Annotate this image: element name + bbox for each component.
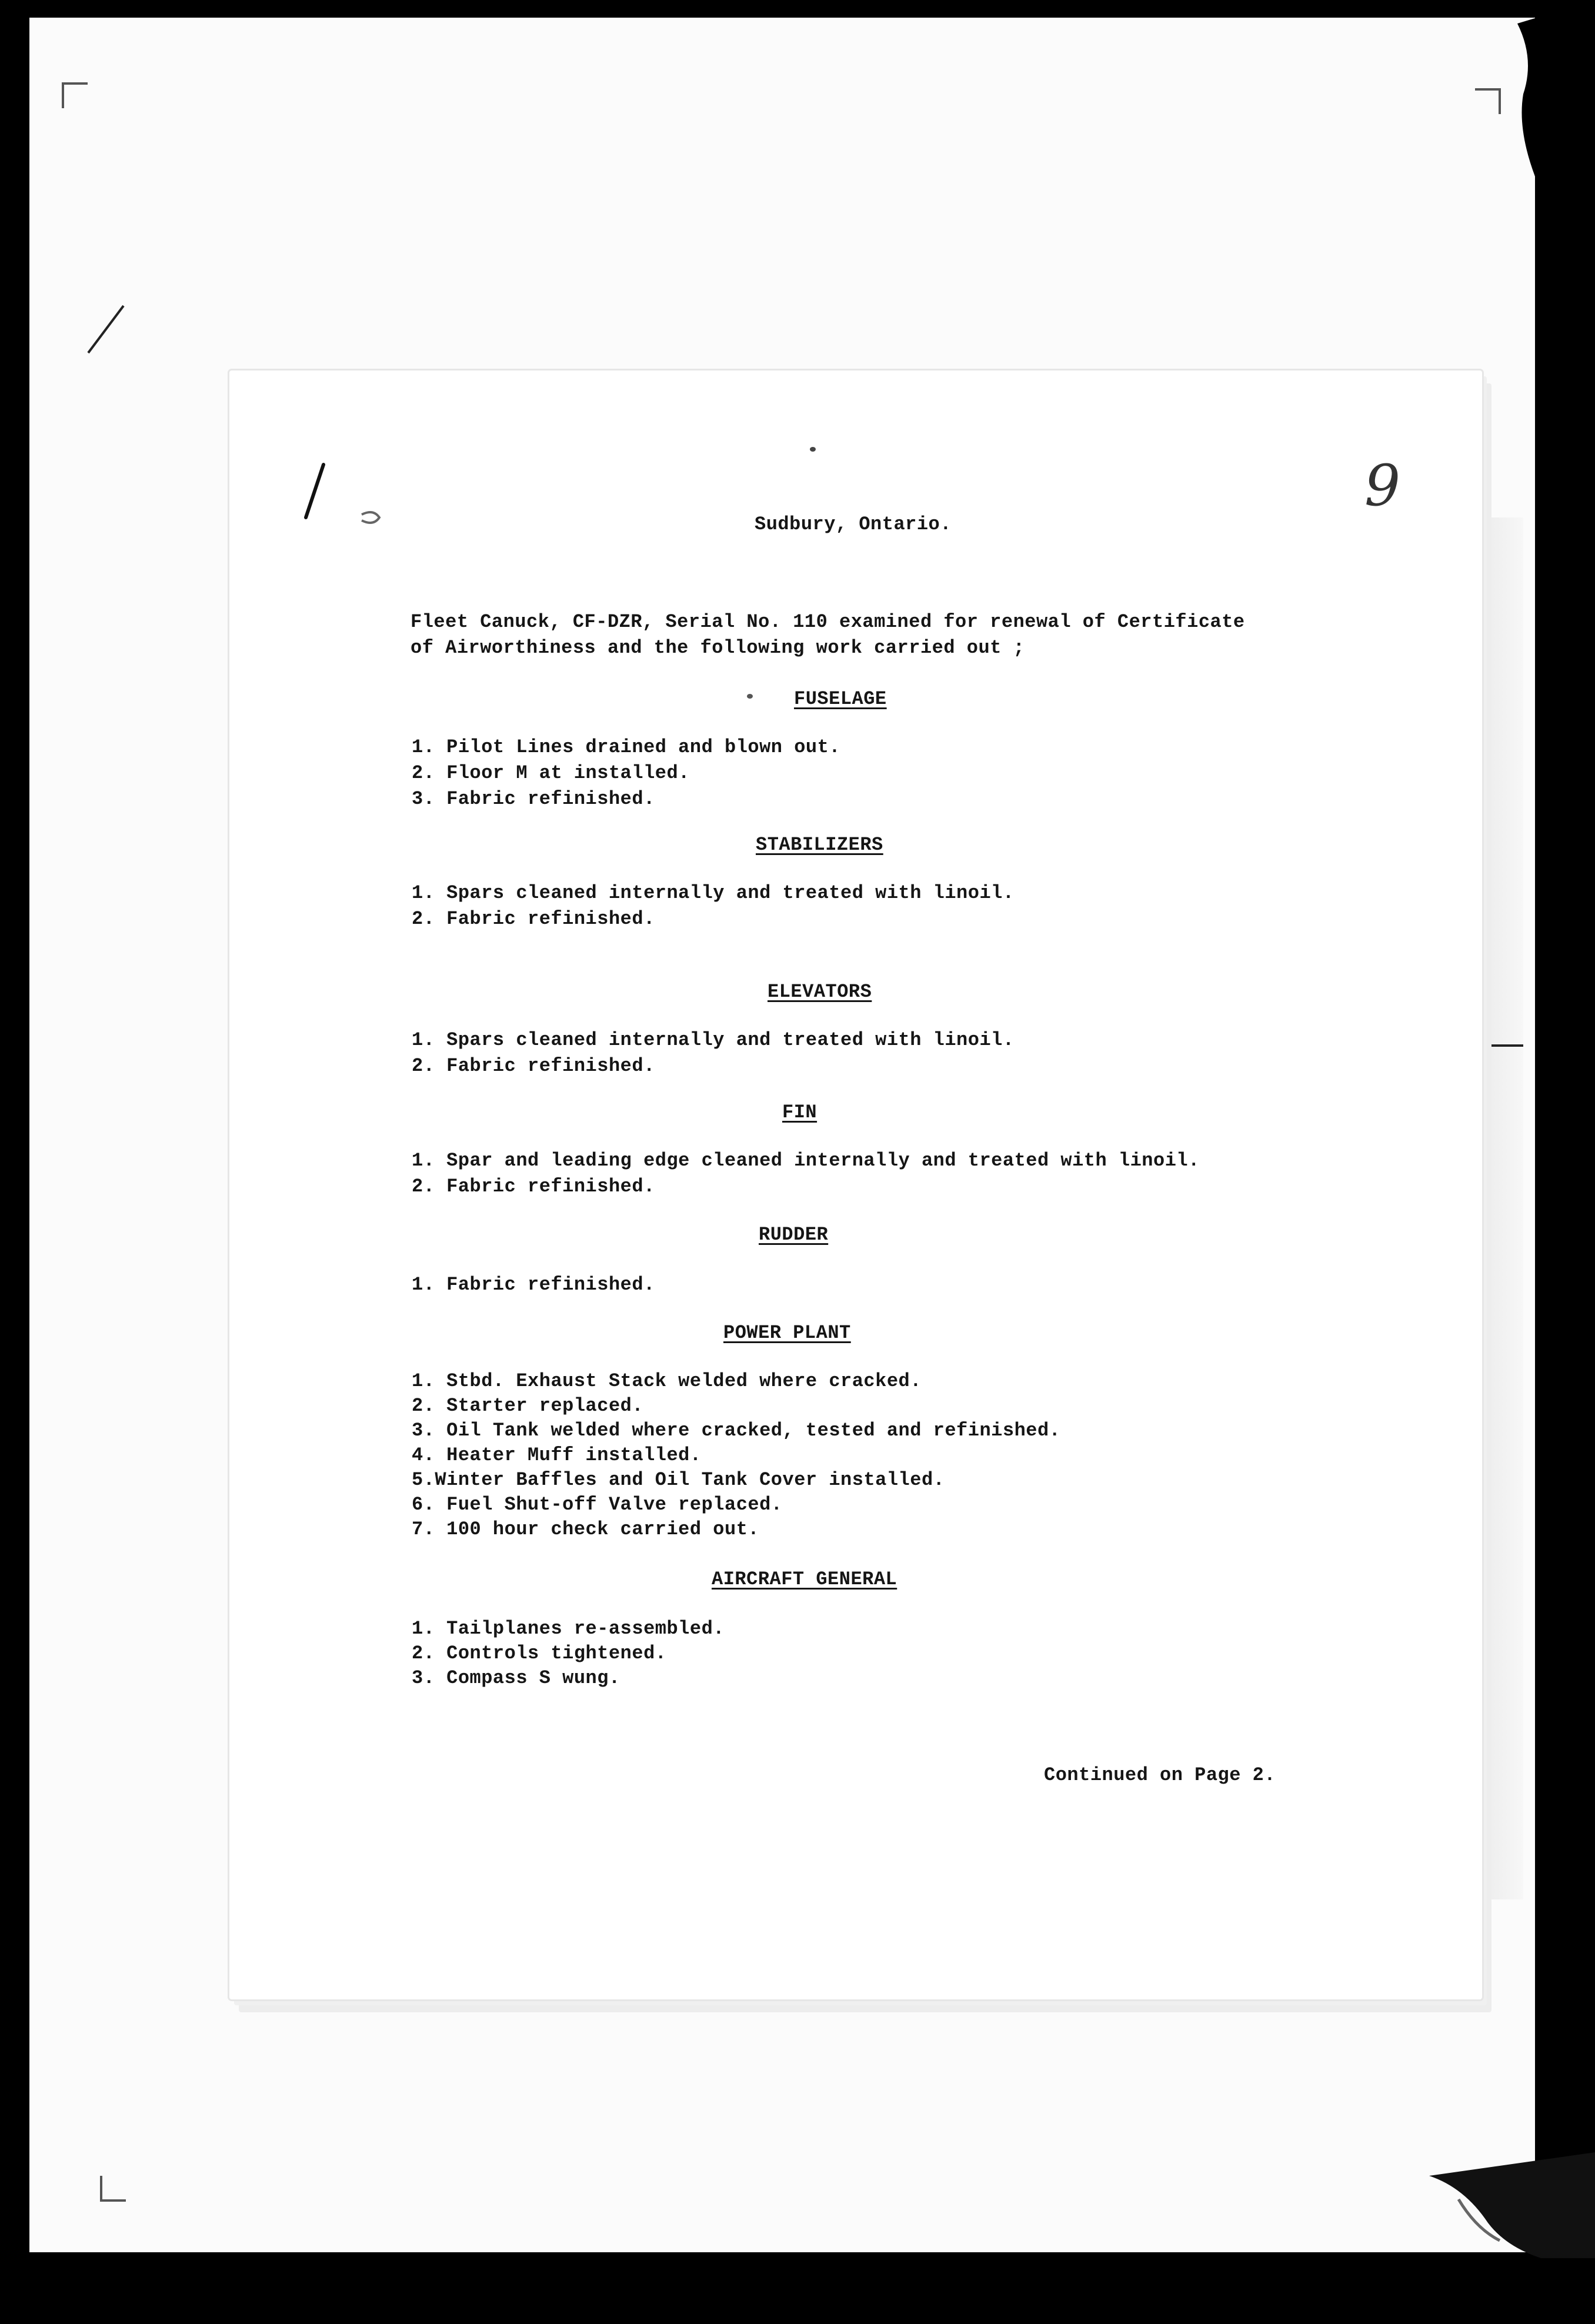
section-heading-fin: FIN [782,1101,817,1123]
list-item: 6. Fuel Shut-off Valve replaced. [412,1494,783,1515]
list-item: 5.Winter Baffles and Oil Tank Cover installed. [412,1469,945,1491]
list-item: 1. Spars cleaned internally and treated with linoil. [412,882,1015,904]
section-heading-elevators: ELEVATORS [768,981,872,1003]
list-item: 1. Tailplanes re-assembled. [412,1618,725,1640]
section-heading-fuselage: FUSELAGE [794,688,887,710]
list-item: 3. Fabric refinished. [412,788,655,810]
list-item: 4. Heater Muff installed. [412,1444,702,1466]
list-item: 3. Oil Tank welded where cracked, tested and refinished. [412,1420,1061,1441]
location-line: Sudbury, Ontario. [755,513,952,535]
continuation-note: Continued on Page 2. [1044,1764,1276,1786]
list-item: 2. Fabric refinished. [412,1176,655,1197]
list-item: 2. Fabric refinished. [412,1055,655,1077]
intro-line-1: Fleet Canuck, CF-DZR, Serial No. 110 examined for renewal of Certificate [411,611,1245,633]
section-heading-power-plant: POWER PLANT [723,1322,851,1344]
intro-line-2: of Airworthiness and the following work carried out ; [411,637,1025,659]
list-item: 2. Starter replaced. [412,1395,644,1417]
list-item: 2. Controls tightened. [412,1642,667,1664]
section-heading-aircraft-general: AIRCRAFT GENERAL [712,1568,897,1590]
section-heading-stabilizers: STABILIZERS [756,834,883,856]
section-heading-rudder: RUDDER [759,1224,829,1246]
list-item: 2. Fabric refinished. [412,908,655,930]
list-item: 7. 100 hour check carried out. [412,1518,760,1540]
list-item: 1. Pilot Lines drained and blown out. [412,736,841,758]
list-item: 1. Spar and leading edge cleaned internally and treated with linoil. [412,1150,1200,1171]
list-item: 1. Spars cleaned internally and treated with linoil. [412,1029,1015,1051]
list-item: 2. Floor M at installed. [412,762,690,784]
list-item: 3. Compass S wung. [412,1667,620,1689]
list-item: 1. Fabric refinished. [412,1274,655,1295]
handwritten-page-number: 9 [1364,453,1401,519]
list-item: 1. Stbd. Exhaust Stack welded where cracked. [412,1370,922,1392]
